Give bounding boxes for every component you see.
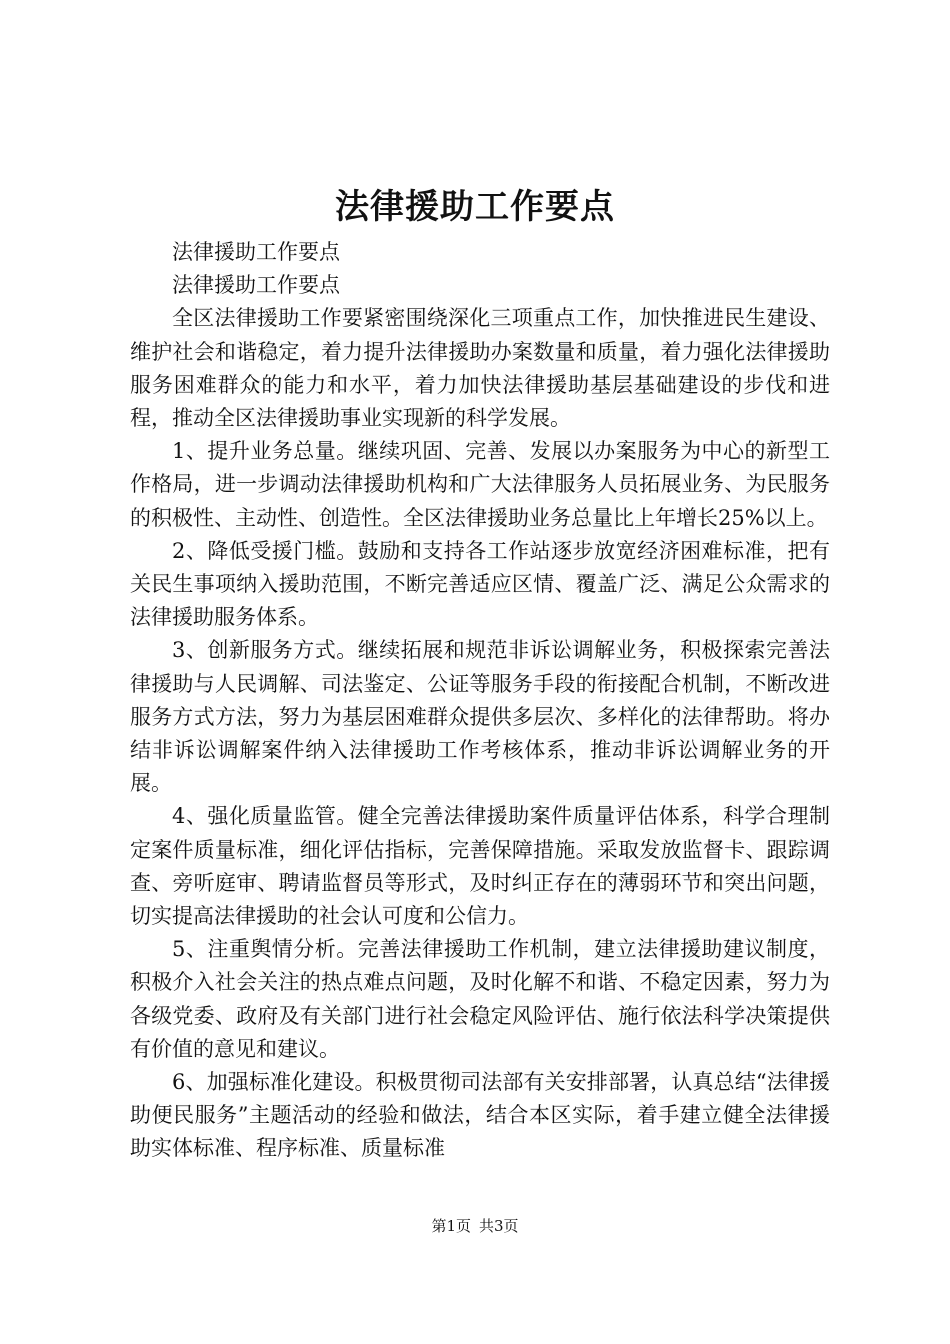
intro-paragraph: 全区法律援助工作要紧密围绕深化三项重点工作，加快推进民生建设、维护社会和谐稳定，着力提升法律援助办案数量和质量，着力强化法律援助服务困难群众的能力和水平，着力加快法律援助基层基础建设的步伐和进程，推动全区法律援助事业实现新的科学发展。 (130, 306, 830, 431)
page-footer (0, 1216, 950, 1236)
point-paragraph: 3、创新服务方式。继续拓展和规范非诉讼调解业务，积极探索完善法律援助与人民调解、司法鉴定、公证等服务手段的衔接配合机制，不断改进服务方式方法，努力为基层困难群众提供多层次、多样化的法律帮助。将办结非诉讼调解案件纳入法律援助工作考核体系，推动非诉讼调解业务的开展。 (130, 638, 830, 796)
point-paragraph: 5、注重舆情分析。完善法律援助工作机制，建立法律援助建议制度，积极介入社会关注的热点难点问题，及时化解不和谐、不稳定因素，努力为各级党委、政府及有关部门进行社会稳定风险评估、施行依法科学决策提供有价值的意见和建议。 (130, 937, 830, 1061)
point-paragraph: 2、降低受援门槛。鼓励和支持各工作站逐步放宽经济困难标准，把有关民生事项纳入援助范围，不断完善适应区情、覆盖广泛、满足公众需求的法律援助服务体系。 (130, 538, 830, 630)
document-title: 法律援助工作要点 (335, 187, 615, 227)
point-paragraph: 1、提升业务总量。继续巩固、完善、发展以办案服务为中心的新型工作格局，进一步调动法律援助机构和广大法律服务人员拓展业务、为民服务的积极性、主动性、创造性。全区法律援助业务总量比上年增长25%以上。 (130, 439, 830, 530)
subtitle-line: 法律援助工作要点 (172, 273, 340, 298)
page-total: 共3页 (479, 1217, 519, 1235)
subtitle-line: 法律援助工作要点 (172, 240, 340, 264)
point-paragraph: 6、加强标准化建设。积极贯彻司法部有关安排部署，认真总结“法律援助便民服务”主题活动的经验和做法，结合本区实际，着手建立健全法律援助实体标准、程序标准、质量标准 (130, 1070, 830, 1161)
page-number: 第1页 (431, 1217, 471, 1235)
point-paragraph: 4、强化质量监管。健全完善法律援助案件质量评估体系，科学合理制定案件质量标准，细化评估指标，完善保障措施。采取发放监督卡、跟踪调查、旁听庭审、聘请监督员等形式，及时纠正存在的薄弱环节和突出问题，切实提高法律援助的社会认可度和公信力。 (130, 804, 830, 929)
document-body (130, 236, 830, 1166)
